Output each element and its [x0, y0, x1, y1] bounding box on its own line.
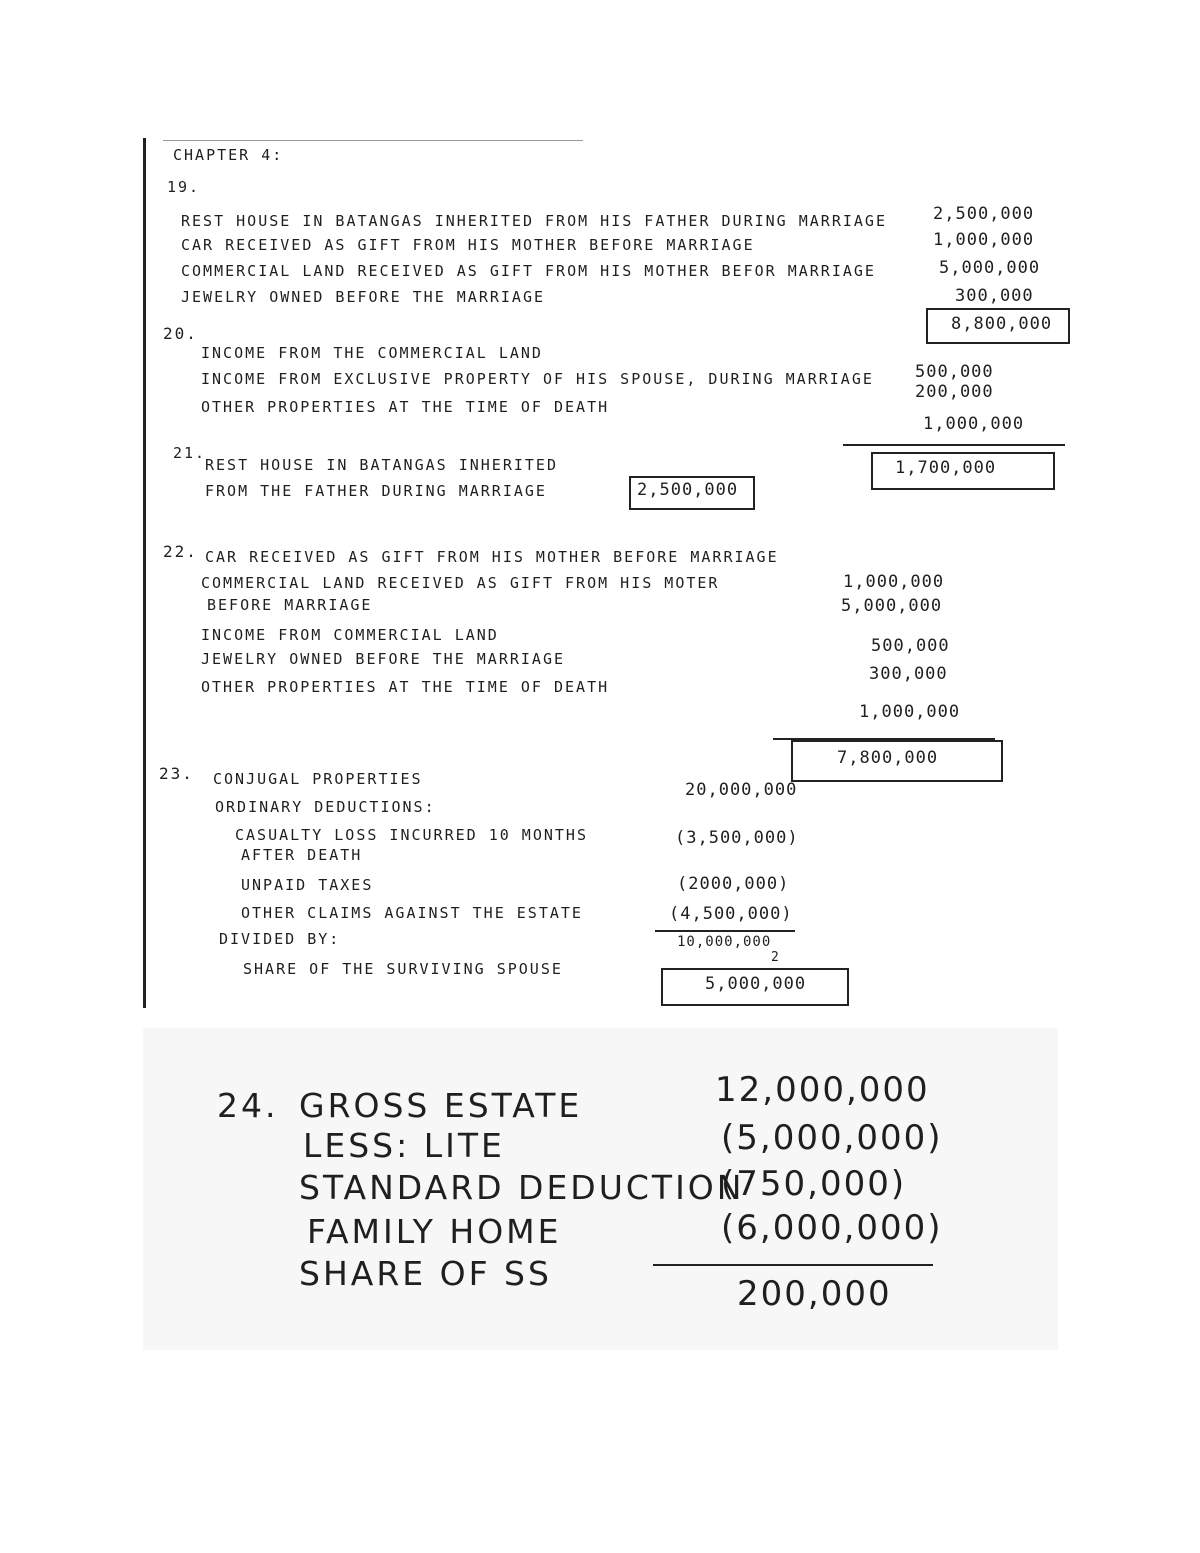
q19-item-amount: 1,000,000: [933, 230, 1035, 250]
q22-amount: 1,000,000: [843, 572, 945, 592]
q23-divisor: 2: [771, 950, 780, 965]
q19-item-amount: 5,000,000: [939, 258, 1041, 278]
q19-total: 8,800,000: [951, 314, 1053, 334]
q20-item-label: INCOME FROM EXCLUSIVE PROPERTY OF HIS SPOUSE, DURING MARRIAGE: [201, 370, 874, 388]
q24-family-amount: (6,000,000): [721, 1208, 943, 1248]
q24-family-label: FAMILY HOME: [307, 1212, 562, 1251]
q24-gross-amount: 12,000,000: [715, 1070, 930, 1110]
q20-item-amount: 200,000: [915, 382, 994, 402]
q19-item-amount: 2,500,000: [933, 204, 1035, 224]
q22-line: COMMERCIAL LAND RECEIVED AS GIFT FROM HIS MOTER: [201, 574, 720, 592]
q22-amount: 300,000: [869, 664, 948, 684]
q22-line: JEWELRY OWNED BEFORE THE MARRIAGE: [201, 650, 566, 668]
q23-subtotal-rule: [655, 930, 795, 932]
left-margin-line: [143, 138, 146, 1008]
q21-line: FROM THE FATHER DURING MARRIAGE: [205, 482, 547, 500]
q19-item-label: REST HOUSE IN BATANGAS INHERITED FROM HIS FATHER DURING MARRIAGE: [181, 212, 887, 230]
q19-number: 19.: [167, 178, 201, 196]
q23-casualty-amount: (3,500,000): [675, 828, 799, 848]
q19-item-label: COMMERCIAL LAND RECEIVED AS GIFT FROM HIS MOTHER BEFOR MARRIAGE: [181, 262, 876, 280]
q22-line: INCOME FROM COMMERCIAL LAND: [201, 626, 499, 644]
q23-number: 23.: [159, 764, 194, 783]
q24-standard-amount: (750,000): [721, 1164, 907, 1204]
q22-total: 7,800,000: [837, 748, 939, 768]
q20-total: 1,700,000: [895, 458, 997, 478]
q23-unpaid-amount: (2000,000): [677, 874, 790, 894]
q23-ordinary-label: ORDINARY DEDUCTIONS:: [215, 798, 436, 816]
notes-page-2: [143, 1028, 1058, 1350]
q22-line: BEFORE MARRIAGE: [207, 596, 373, 614]
q23-net-amount: 10,000,000: [677, 934, 772, 950]
q21-total: 2,500,000: [637, 480, 739, 500]
q24-share-label: SHARE OF SS: [299, 1254, 552, 1293]
q20-item-label: OTHER PROPERTIES AT THE TIME OF DEATH: [201, 398, 610, 416]
q22-line: OTHER PROPERTIES AT THE TIME OF DEATH: [201, 678, 610, 696]
q23-casualty-line: CASUALTY LOSS INCURRED 10 MONTHS: [235, 826, 588, 844]
q19-item-label: CAR RECEIVED AS GIFT FROM HIS MOTHER BEFORE MARRIAGE: [181, 236, 755, 254]
q23-share-label: SHARE OF THE SURVIVING SPOUSE: [243, 960, 563, 978]
notes-page-1: [143, 138, 1073, 1008]
q24-standard-label: STANDARD DEDUCTION: [299, 1168, 745, 1207]
top-edge-line: [163, 140, 583, 141]
q23-conjugal-label: CONJUGAL PROPERTIES: [213, 770, 423, 788]
q22-amount: 1,000,000: [859, 702, 961, 722]
q23-claims-label: OTHER CLAIMS AGAINST THE ESTATE: [241, 904, 583, 922]
q20-number: 20.: [163, 324, 198, 343]
q24-total-rule: [653, 1264, 933, 1266]
q23-divided-label: DIVIDED BY:: [219, 930, 341, 948]
q21-line: REST HOUSE IN BATANGAS INHERITED: [205, 456, 558, 474]
q23-casualty-line: AFTER DEATH: [241, 846, 363, 864]
q23-share-amount: 5,000,000: [705, 974, 807, 994]
q19-item-label: JEWELRY OWNED BEFORE THE MARRIAGE: [181, 288, 546, 306]
chapter-title: CHAPTER 4:: [173, 146, 284, 164]
q24-less-label: LESS: LITE: [303, 1126, 505, 1165]
q23-conjugal-amount: 20,000,000: [685, 780, 798, 800]
q22-number: 22.: [163, 542, 198, 561]
q20-item-label: INCOME FROM THE COMMERCIAL LAND: [201, 344, 543, 362]
q20-item-amount: 1,000,000: [923, 414, 1025, 434]
q20-total-rule: [843, 444, 1065, 446]
q21-number: 21.: [173, 444, 207, 462]
q24-number: 24.: [217, 1086, 279, 1125]
q24-gross-label: GROSS ESTATE: [299, 1086, 583, 1125]
q23-claims-amount: (4,500,000): [669, 904, 793, 924]
q22-amount: 500,000: [871, 636, 950, 656]
q24-less-amount: (5,000,000): [721, 1118, 943, 1158]
q23-unpaid-label: UNPAID TAXES: [241, 876, 374, 894]
q24-result: 200,000: [737, 1274, 892, 1314]
q20-item-amount: 500,000: [915, 362, 994, 382]
q22-line: CAR RECEIVED AS GIFT FROM HIS MOTHER BEFORE MARRIAGE: [205, 548, 779, 566]
q22-amount: 5,000,000: [841, 596, 943, 616]
q19-item-amount: 300,000: [955, 286, 1034, 306]
